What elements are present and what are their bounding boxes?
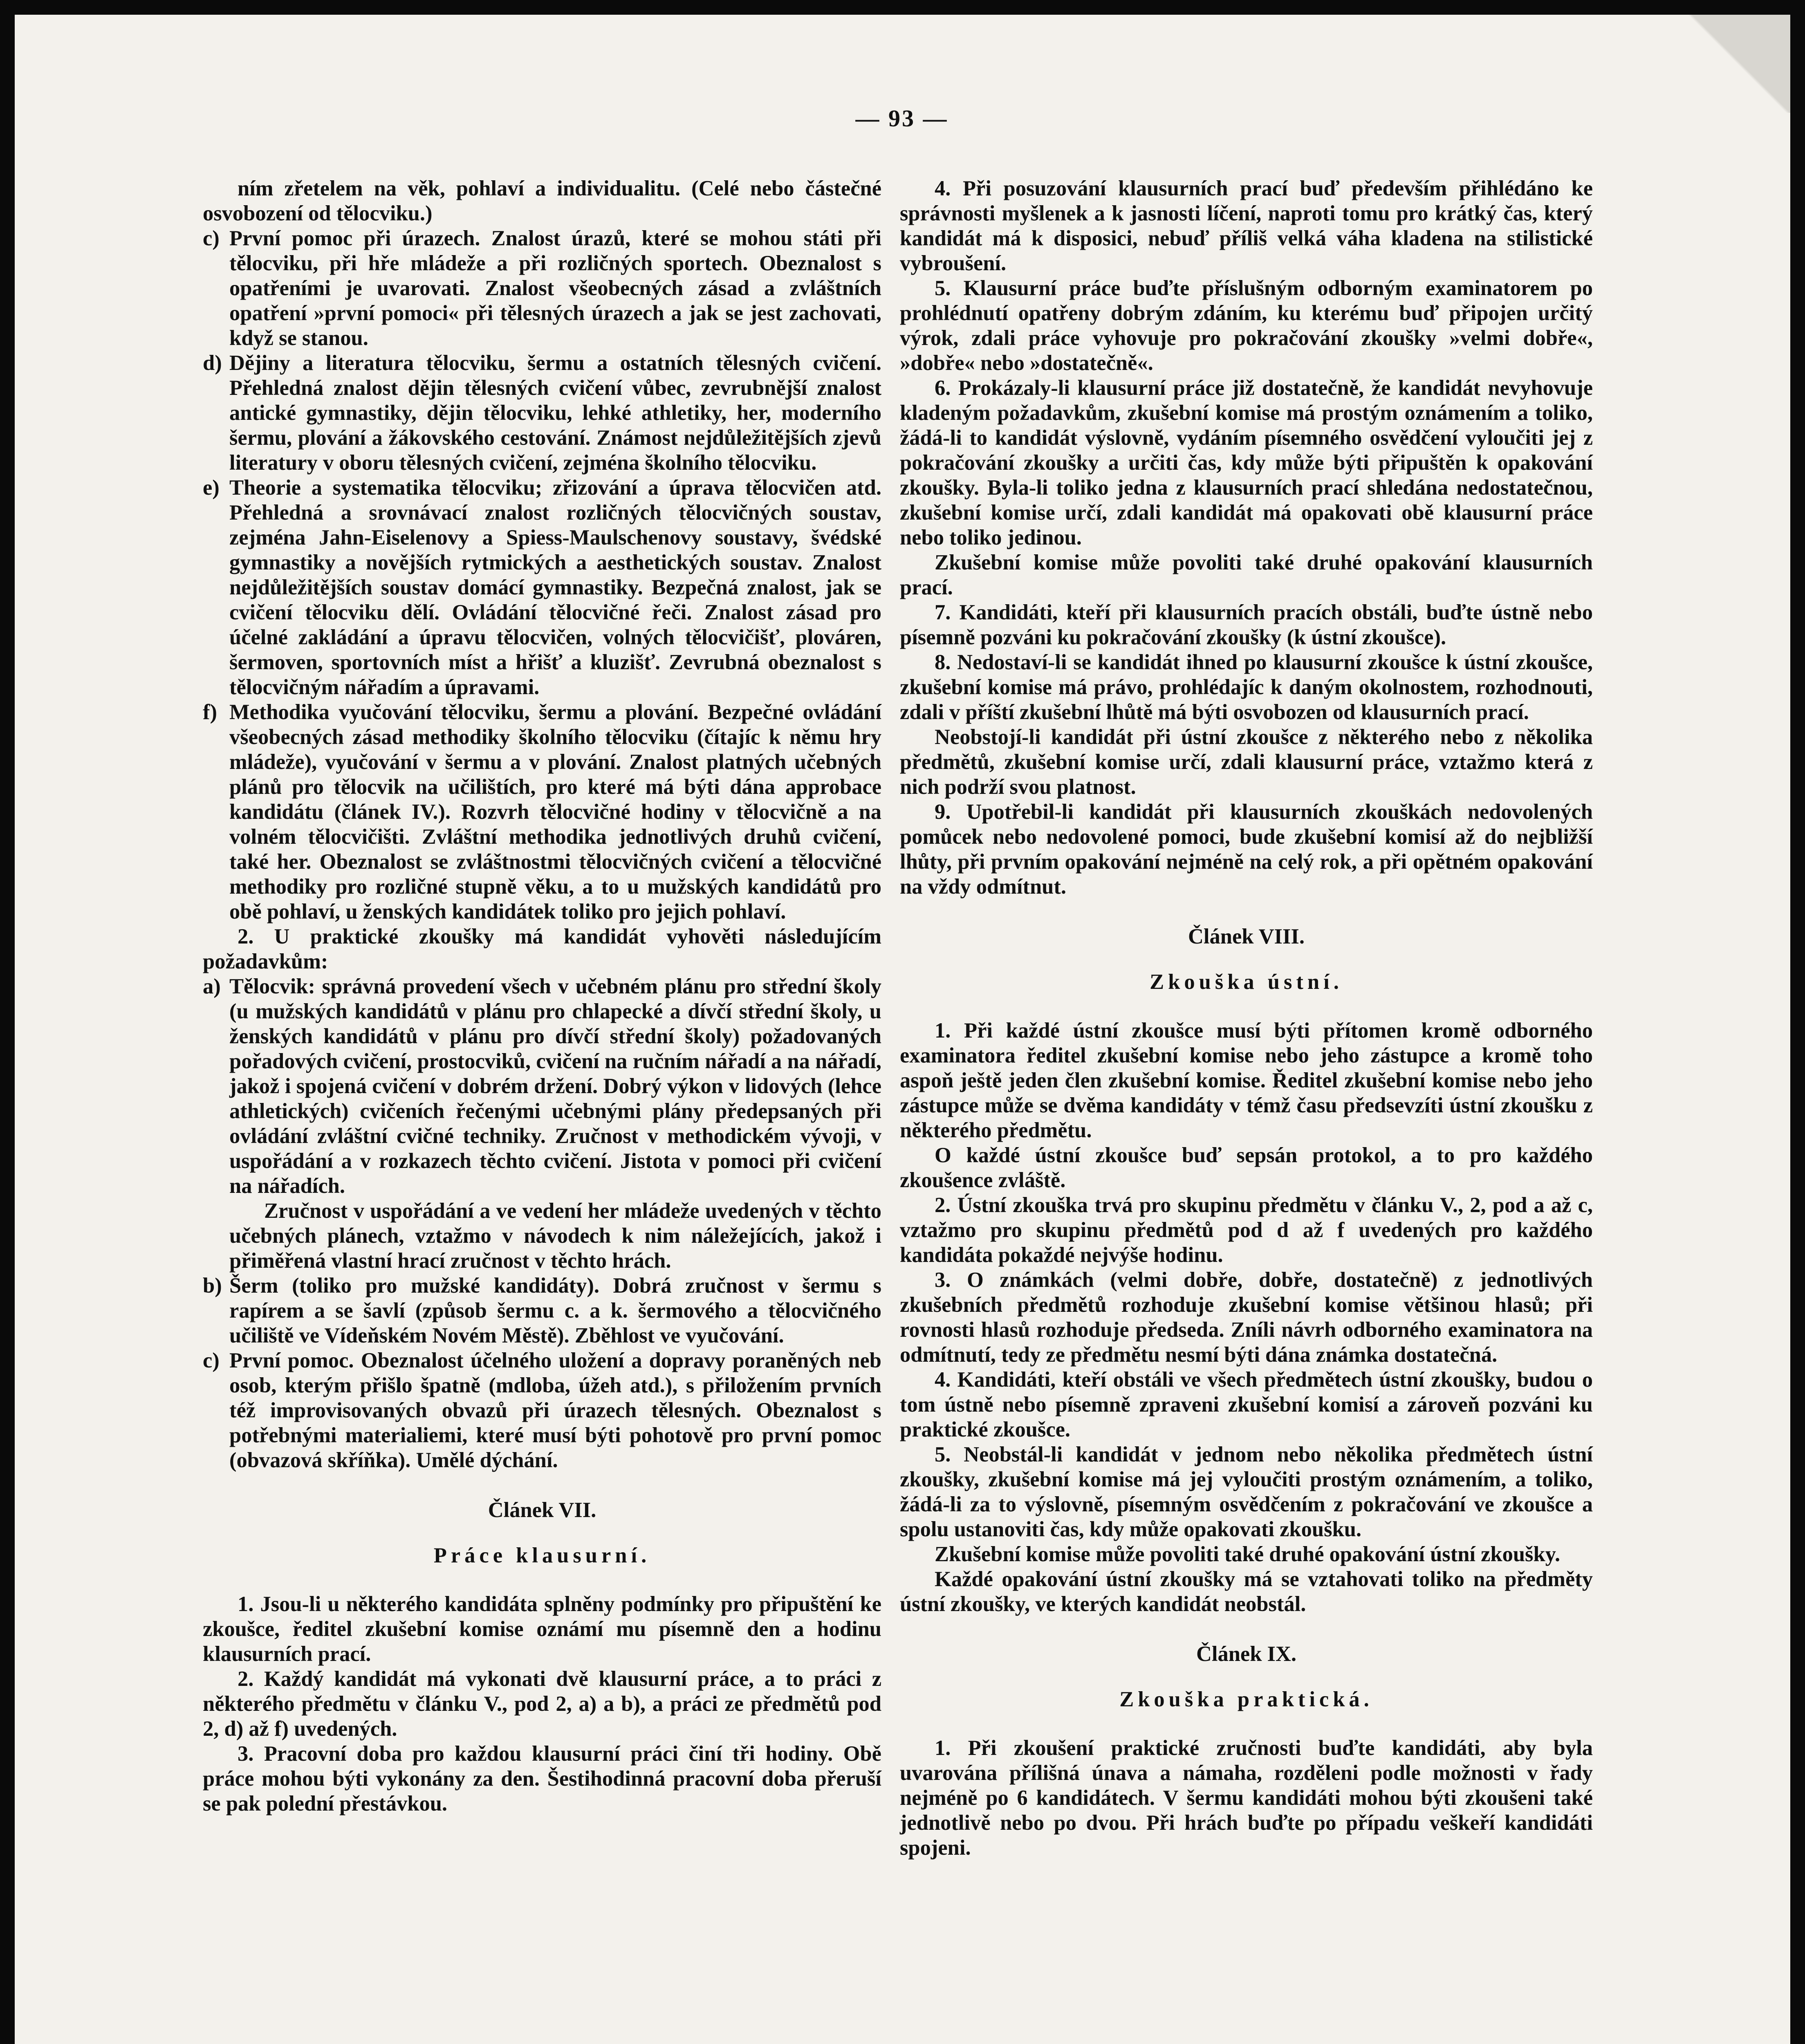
paragraph: O každé ústní zkoušce buď sepsán protokol, a to pro každého zkoušence zvláště. [900,1143,1593,1192]
item-text: Šerm (toliko pro mužské kandidáty). Dobrá zručnost v šermu s rapírem a se šavlí (způsob šermu c. a k. šermového a tělocvičného učiliště ve Vídeňském Novém Městě). Zběhlost ve vyučování. [229,1274,881,1347]
list-item-c [203,226,881,351]
left-column [203,176,881,1816]
paragraph: 1. Při zkoušení praktické zručnosti buďte kandidáti, aby byla uvarována přílišná únava a námaha, rozděleni podle možnosti v řady nejméně po 6 kandidátech. V šermu kandidáti mohou býti zkoušeni také jednotlivě nebo po dvou. Při hrách buďte po případu veškeří kandidáti spojeni. [900,1736,1593,1860]
item-text: Methodika vyučování tělocviku, šermu a plování. Bezpečné ovládání všeobecných zásad methodiky školního tělocviku (čítajíc k němu hry mládeže), vyučování v šermu a v plování. Znalost platných učebných plánů pro tělocvik na učilištích, pro které má býti dána approbace kandidátu (článek IV.). Rozvrh tělocvičné hodiny v tělocvičně a na volném tělocvičišti. Zvláštní methodika jednotlivých druhů cvičení, také her. Obeznalost se zvláštnostmi tělocvičných cvičení a tělocvičné methodiky pro rozličné stupně věku, a to u mužských kandidátů pro obě pohlaví, u ženských kandidátek toliko pro jejich pohlaví. [229,700,881,923]
item-text: První pomoc. Obeznalost účelného uložení a dopravy poraněných neb osob, kterým přišlo špatně (mdloba, úžeh atd.), s přiložením prvních též improvisovaných obvazů při úrazech tělesných. Obeznalost s potřebnými materialiemi, které musí býti pohotově pro první pomoc (obvazová skříňka). Umělé dýchání. [229,1349,881,1472]
paragraph: 1. Jsou-li u některého kandidáta splněny podmínky pro připuštění ke zkoušce, ředitel zkušební komise oznámí mu písemně den a hodinu klausurních prací. [203,1592,881,1666]
item-label: a) [203,975,221,998]
paragraph: 2. U praktické zkoušky má kandidát vyhověti následujícím požadavkům: [203,925,881,973]
scanned-page [15,15,1790,2044]
list-item-b [203,1273,881,1348]
page-corner-fold [1684,15,1790,113]
item-label: e) [203,476,220,500]
paragraph: 3. Pracovní doba pro každou klausurní práci činí tři hodiny. Obě práce mohou býti vykonány za den. Šestihodinná pracovní doba přeruší se pak polední přestávkou. [203,1742,881,1815]
paragraph: 4. Při posuzování klausurních prací buď především přihlédáno ke správnosti myšlenek a k jasnosti líčení, naproti tomu pro krátký čas, který kandidát má k disposici, nebuď příliš velká váha kladena na stilistické vybroušení. [900,177,1593,275]
list-item-f [203,700,881,924]
paragraph: 2. Každý kandidát má vykonati dvě klausurní práce, a to práci z některého předmětu v článku V., pod 2, a) a b), a práci ze předmětů pod 2, d) až f) uvedených. [203,1667,881,1741]
item-text: Tělocvik: správná provedení všech v učebném plánu pro střední školy (u mužských kandidátů v plánu pro chlapecké a dívčí střední školy, u ženských kandidátů v plánu pro dívčí střední školy) požadovaných pořadových cvičení, prostocviků, cvičení na ručním nářadí a na nářadí, jakož i spojená cvičení v dobrém držení. Dobrý výkon v lidových (lehce athletických) cvičeních řečenými učebnými plány předepsaných při ovládání zvláštní cvičné techniky. Zručnost v methodickém vývoji, v uspořádání a v rozkazech těchto cvičení. Jistota v pomoci při cvičení na nářadích. [229,975,881,1198]
item-label: f) [203,700,217,724]
paragraph: Každé opakování ústní zkoušky má se vztahovati toliko na předměty ústní zkoušky, ve kterých kandidát neobstál. [900,1567,1593,1616]
paragraph: 4. Kandidáti, kteří obstáli ve všech předmětech ústní zkoušky, budou o tom ústně nebo písemně zpraveni zkušební komisí a zároveň pozváni ku praktické zkoušce. [900,1368,1593,1441]
item-text: Theorie a systematika tělocviku; zřizování a úprava tělocvičen atd. Přehledná a srovnávací znalost rozličných tělocvičných soustav, zejména Jahn-Eiselenovy a Spiess-Maulschenovy soustavy, švédské gymnastiky a novějších rytmických a aesthetických soustav. Znalost nejdůležitějších soustav domácí gymnastiky. Bezpečná znalost, jak se cvičení tělocviku dělí. Ovládání tělocvičné řeči. Znalost zásad pro účelné zakládání a úpravu tělocvičen, volných tělocvičišť, plováren, šermoven, sportovních míst a hřišť a kluzišť. Zevrubná obeznalost s tělocvičným nářadím a úpravami. [229,476,881,699]
list-item-e [203,475,881,700]
item-label: c) [203,1349,220,1372]
paragraph: 9. Upotřebil-li kandidát při klausurních zkouškách nedovolených pomůcek nebo nedovolené pomoci, bude zkušební komisí až do nejbližší lhůty, při prvním opakování nejméně na celý rok, a při opětném opakování na vždy odmítnut. [900,800,1593,899]
item-text: Zručnost v uspořádání a ve vedení her mládeže uvedených v těchto učebných plánech, vztažmo v návodech k nim náležejících, jakož i přiměřená vlastní hrací zručnost v těchto hrách. [229,1199,881,1273]
article-heading: Článek VIII. [1188,925,1305,948]
paragraph: 6. Prokázaly-li klausurní práce již dostatečně, že kandidát nevyhovuje kladeným požadavkům, zkušební komise má prostým oznámením a toliko, žádá-li to kandidát výslovně, vydáním písemného osvědčení vyloučiti jej z pokračování zkoušky a určiti čas, kdy může býti připuštěn k opakování zkoušky. Byla-li toliko jedna z klausurních prací shledána nedostatečnou, zkušební komise určí, zdali kandidát má opakovati obě klausurní práce nebo toliko jedinou. [900,376,1593,549]
item-label: c) [203,226,220,250]
article-subheading: Práce klausurní. [433,1544,651,1567]
item-label: b) [203,1274,222,1298]
item-label: d) [203,351,222,375]
item-text: První pomoc při úrazech. Znalost úrazů, které se mohou státi při tělocviku, při hře mládeže a při rozličných sportech. Obeznalost s opatřeními je uvarovati. Znalost všeobecných zásad a zvláštních opatření »první pomoci« při tělesných úrazech a jak se jest zachovati, když se stanou. [229,226,881,350]
list-item-a-continued [203,1199,881,1273]
paragraph: 3. O známkách (velmi dobře, dobře, dostatečně) z jednotlivých zkušebních předmětů rozhoduje zkušební komise většinou hlasů; při rovnosti hlasů rozhoduje předseda. Zníli návrh odborného examinatora na odmítnutí, tedy ze předmětu nesmí býti dána známka dostatečná. [900,1268,1593,1367]
article-subheading: Zkouška praktická. [1119,1688,1373,1711]
paragraph: 2. Ústní zkouška trvá pro skupinu předmětu v článku V., 2, pod a až c, vztažmo pro skupinu předmětů pod d až f uvedených pro každého kandidáta pokaždé nejvýše hodinu. [900,1193,1593,1267]
list-item-d [203,351,881,475]
paragraph: 7. Kandidáti, kteří při klausurních pracích obstáli, buďte ústně nebo písemně pozváni ku pokračování zkoušky (k ústní zkoušce). [900,601,1593,649]
paragraph: 5. Neobstál-li kandidát v jednom nebo několika předmětech ústní zkoušky, zkušební komise má jej vyloučiti prostým oznámením, a toliko, žádá-li za to výslovně, písemným osvědčením z pokračování ve zkoušce a spolu ustanoviti čas, kdy může opakovati zkoušku. [900,1443,1593,1541]
list-item-c2 [203,1348,881,1473]
item-text: Dějiny a literatura tělocviku, šermu a ostatních tělesných cvičení. Přehledná znalost dějin tělesných cvičení vůbec, zevrubnější znalost antické gymnastiky, dějin tělocviku, lehké athletiky, her, moderního šermu, plování a žákovského cestování. Známost nejdůležitějších zjevů literatury v oboru tělesných cvičení, zejména školního tělocviku. [229,351,881,475]
right-column [900,176,1593,1860]
paragraph: 8. Nedostaví-li se kandidát ihned po klausurní zkoušce k ústní zkoušce, zkušební komise má právo, prohlédajíc k daným okolnostem, rozhodnouti, zdali v příští zkušební lhůtě má býti osvobozen od klausurních prací. [900,650,1593,724]
list-item-a [203,974,881,1199]
article-heading: Článek IX. [1196,1642,1297,1666]
paragraph: Zkušební komise může povoliti také druhé opakování ústní zkoušky. [935,1542,1561,1566]
paragraph: ním zřetelem na věk, pohlaví a individualitu. (Celé nebo částečné osvobození od tělocviku.) [203,177,881,225]
paragraph: Zkušební komise může povoliti také druhé opakování klausurních prací. [900,551,1593,599]
paragraph: Neobstojí-li kandidát při ústní zkoušce z některého nebo z několika předmětů, zkušební komise určí, zdali klausurní práce, vztažmo která z nich podrží svou platnost. [900,725,1593,799]
paragraph: 5. Klausurní práce buďte příslušným odborným examinatorem po prohlédnutí opatřeny dobrým zdáním, ku kterému buď připojen určitý výrok, zdali práce vyhovuje pro pokračování zkoušky »velmi dobře«, »dobře« nebo »dostatečně«. [900,276,1593,375]
article-heading: Článek VII. [488,1498,596,1522]
paragraph: 1. Při každé ústní zkoušce musí býti přítomen kromě odborného examinatora ředitel zkušební komise nebo jeho zástupce a kromě toho aspoň ještě jeden člen zkušební komise. Ředitel zkušební komise nebo jeho zástupce může se dvěma kandidáty v témž času předsevzíti ústní zkoušku z některého předmětu. [900,1019,1593,1142]
article-subheading: Zkouška ústní. [1150,970,1343,994]
page-number: — 93 — [855,105,948,132]
